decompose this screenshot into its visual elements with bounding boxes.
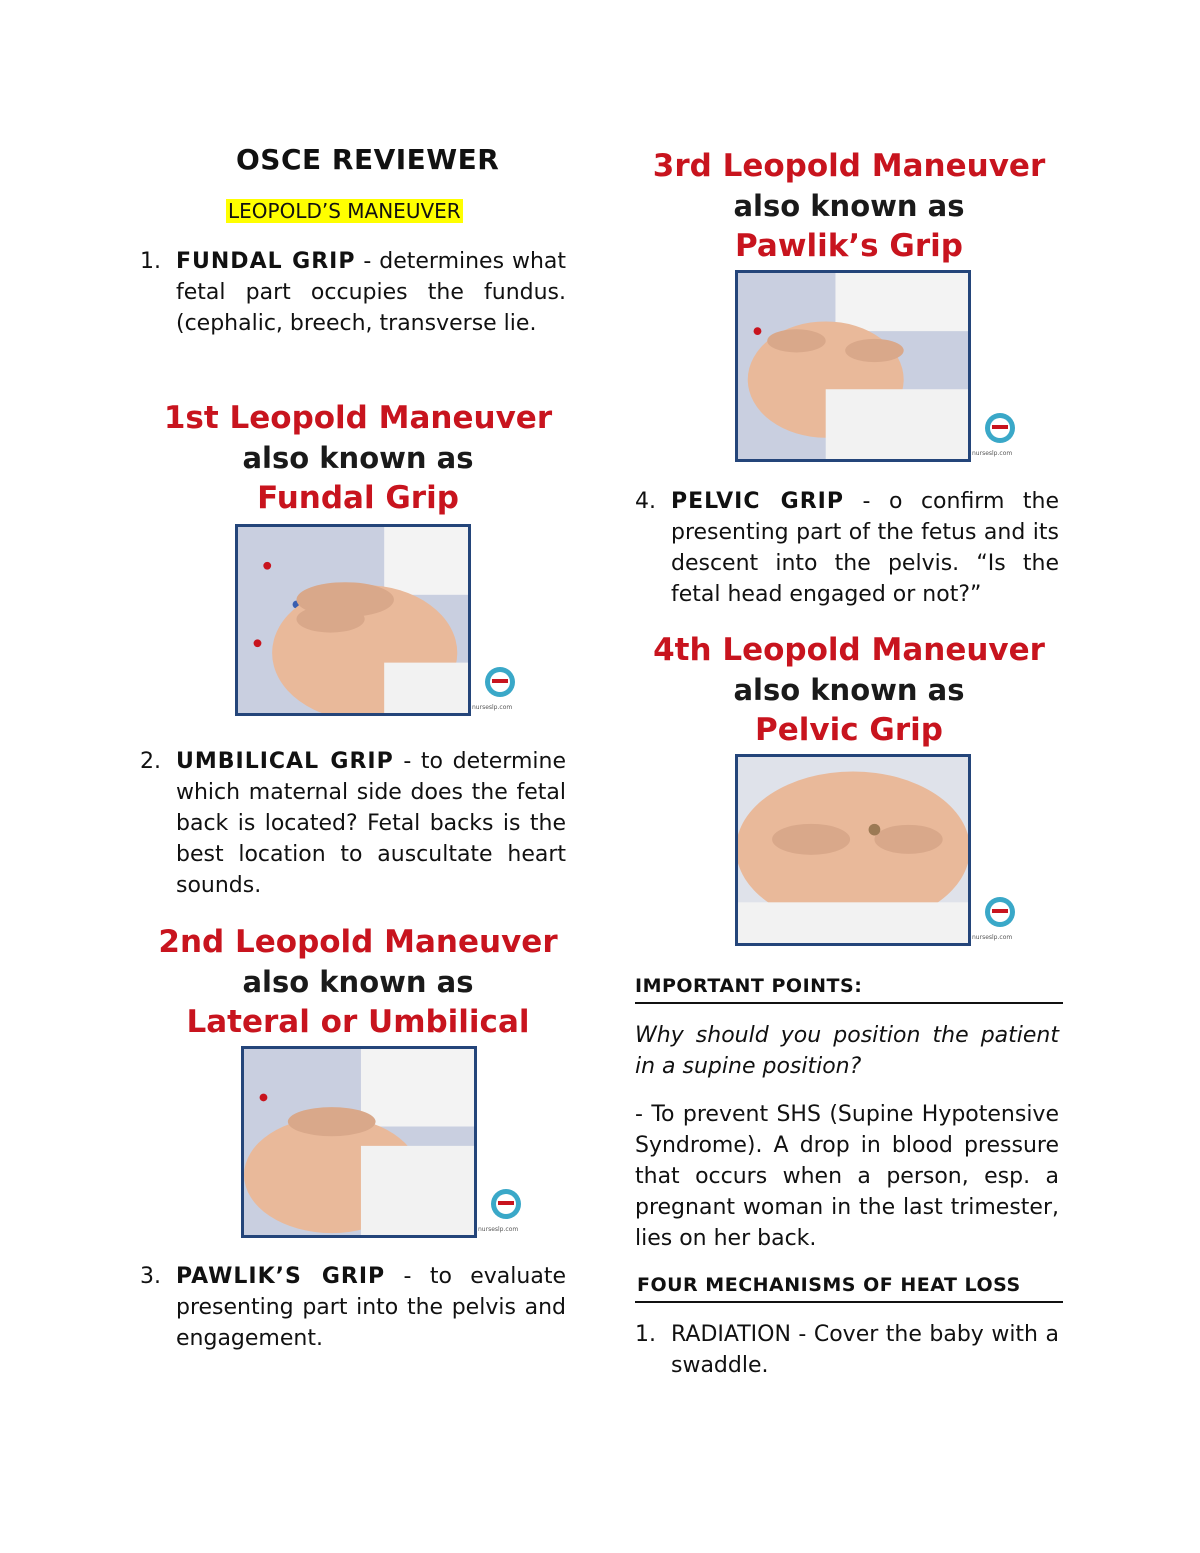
list-item-text: - to evaluate presenting part into the pelvis and engagement. [176,1264,566,1351]
list-number: 3. [140,1264,161,1289]
list-number: 1. [140,249,161,274]
caption-line2: also known as [733,189,965,223]
caption-line2: also known as [733,673,965,707]
caption-line3: Lateral or Umbilical [186,1004,530,1040]
nurseslabs-logo-icon [477,664,523,704]
list-item-umbilical-grip [176,746,566,901]
caption-line2: also known as [242,441,474,475]
photo-umbilical-grip [241,1046,477,1238]
important-points-heading: IMPORTANT POINTS: [635,975,863,997]
figure-caption-1st-leopold [150,398,566,519]
caption-line1: 1st Leopold Maneuver [163,400,553,436]
important-answer: - To prevent SHS (Supine Hypotensive Syndrome). A drop in blood pressure that occurs when a person, esp. a pregnant woman in the last trimester, lies on her back. [635,1102,1059,1251]
list-item-keyword: PAWLIK’S GRIP [176,1264,386,1289]
section-subtitle-highlighted: LEOPOLD’S MANEUVER [228,199,461,223]
list-item-keyword: PELVIC GRIP [671,489,844,514]
caption-line3: Pawlik’s Grip [735,228,963,264]
photo-pelvic-grip [735,754,971,946]
logo-caption: nurseslp.com [972,934,1013,941]
caption-line3: Fundal Grip [257,480,459,516]
logo-caption: nurseslp.com [472,704,513,711]
figure-caption-4th-leopold [640,630,1058,751]
photo-pawliks-grip [735,270,971,462]
important-question: Why should you position the patient in a supine position? [635,1023,1059,1079]
list-item-pawliks-grip [176,1261,566,1354]
caption-line1: 3rd Leopold Maneuver [652,148,1046,184]
list-item-keyword: UMBILICAL GRIP [176,749,394,774]
heat-loss-item-radiation: RADIATION - Cover the baby with a swaddle. [671,1322,1059,1378]
figure-caption-3rd-leopold [640,146,1058,267]
nurseslabs-logo-icon [977,410,1023,450]
nurseslabs-logo-icon [483,1186,529,1226]
caption-line1: 4th Leopold Maneuver [653,632,1045,668]
caption-line1: 2nd Leopold Maneuver [158,924,558,960]
list-number: 1. [635,1322,656,1347]
list-item-fundal-grip [176,246,566,339]
list-item-keyword: FUNDAL GRIP [176,249,356,274]
page-title: OSCE REVIEWER [236,143,500,176]
list-item-text: - determines what fetal part occupies the fundus. (cephalic, breech, transverse lie. [176,249,567,336]
caption-line3: Pelvic Grip [755,712,943,748]
logo-caption: nurseslp.com [972,450,1013,457]
section-divider [635,1002,1063,1004]
nurseslabs-logo-icon [977,894,1023,934]
list-number: 4. [635,489,656,514]
logo-caption: nurseslp.com [478,1226,519,1233]
section-divider [635,1301,1063,1303]
photo-fundal-grip [235,524,471,716]
list-number: 2. [140,749,161,774]
heat-loss-heading: FOUR MECHANISMS OF HEAT LOSS [637,1274,1021,1296]
caption-line2: also known as [242,965,474,999]
list-item-pelvic-grip [671,486,1059,610]
list-item-text: - o confirm the presenting part of the fetus and its descent into the pelvis. “Is the fetal head engaged or not?” [671,489,1060,607]
list-item-text: - to determine which maternal side does the fetal back is located? Fetal backs is the best location to auscultate heart sounds. [176,749,566,898]
